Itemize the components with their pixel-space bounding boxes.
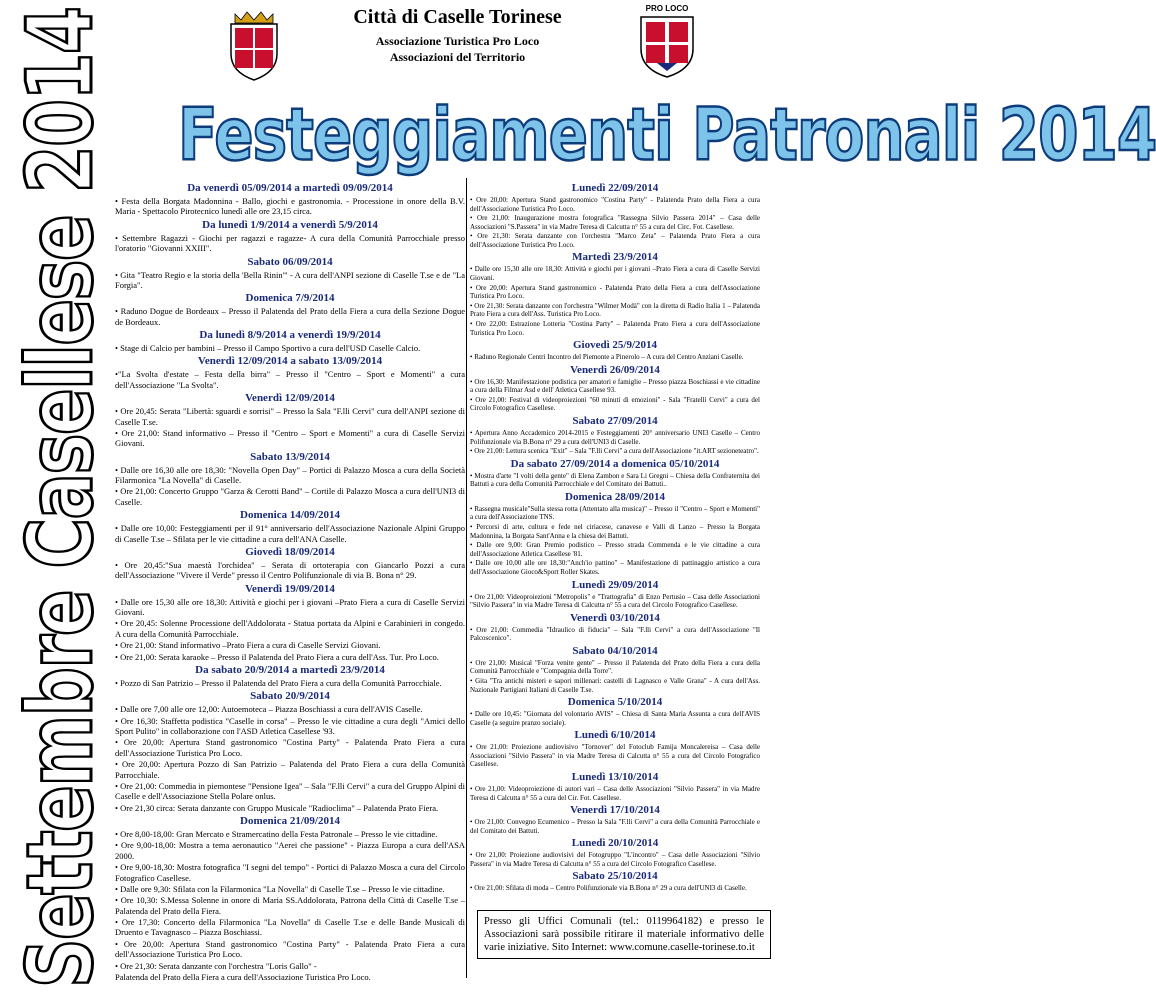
event-item: • Ore 21,00: Proiezione audiovisivi del Fotogruppo "L'incontro" – Casa delle Associazioni "Silvio Passera" in via Madre Teresa di Calcutta n° 55 a cura del Circolo Fotografico Casellese. — [470, 851, 760, 868]
event-item: • Dalle ore 15,30 alle ore 18,30: Attività e giochi per i giovani –Prato Fiera a cura di Caselle Servizi Giovani. — [470, 265, 760, 283]
event-item: • Settembre Ragazzi - Giochi per ragazzi e ragazze- A cura della Comunità Parrocchiale presso l'oratorio "Giovanni XXIII". — [115, 232, 465, 254]
event-item: • Pozzo di San Patrizio – Presso il Palatenda del Prato Fiera a cura della Comunità Parrocchiale. — [115, 677, 442, 688]
event-item: • Dalle ore 9,00: Gran Premio podistico – Presso strada Commenda e le vie cittadine a cura dell'Associazione Atletica Casellese '81. — [470, 541, 760, 558]
event-item: • Percorsi di arte, cultura e fede nel ciriacese, canavese e Valli di Lanzo – Presso la Borgata Madonnina, la Borgata Sant'Anna e la chiesa dei Battuti. — [470, 523, 760, 540]
event-item: • Ore 20,00: Apertura Stand gastronomico - Palatenda Prato della Fiera a cura dell'Associazione Turistica Pro Loco. — [470, 283, 760, 301]
event-item: • Ore 21,00: Inaugurazione mostra fotografica "Rassegna Silvio Passera 2014" – Casa delle Associazioni "S.Passera" in via Madre Teresa di Calcutta n° 55 a cura del Circ. Fot. Casellese. — [470, 214, 760, 231]
day-heading: Da sabato 27/09/2014 a domenica 05/10/2014 — [510, 457, 720, 470]
event-item: • Ore 21,00: Proiezione audiovisivo "Tornover" del Fotoclub Famija Moncalereisa – Casa delle Associazioni "Silvio Passera" in via Madre Teresa di Calcutta n° 55 a cura del Circolo Fotografico Casellese. — [470, 743, 760, 769]
event-item: • Ore 21,00: Videoproiezioni "Metropolis" e "Trattografia" di Enzo Pertusio – Casa delle Associazioni "Silvio Passera" in via Madre Teresa di Calcutta n° 55 a cura del Circolo Fotografico Casellese. — [470, 592, 760, 610]
event-item: • Ore 20,00: Apertura Pozzo di San Patrizio – Palatenda del Prato Fiera a cura della Comunità Parrocchiale. — [115, 759, 465, 780]
event-item: •"La Svolta d'estate – Festa della birra" – Presso il "Centro – Sport e Momenti" a cura dell'Associazione "La Svolta". — [115, 369, 465, 390]
event-item: • Ore 9,00-18,30: Mostra fotografica "I segni del tempo" - Portici di Palazzo Mosca a cura del Circolo Fotografico Casellese. — [115, 862, 465, 883]
event-item: • Ore 17,30: Concerto della Filarmonica "La Novella" di Caselle T.se e delle Bande Musicali di Druento e Tavagnasco – Piazza Boschiassi. — [115, 917, 465, 938]
event-item: • Ore 21,30 circa: Serata danzante con Gruppo Musicale "Radioclima" – Palatenda Prato Fiera. — [115, 802, 439, 813]
event-item: • Ore 21,00: Festival di videoproiezioni "60 minuti di emozioni" - Sala "Fratelli Cervi" a cura del Circolo Fotografico Casellese. — [470, 395, 760, 413]
event-item: • Ore 21,00: Sfilata di moda – Centro Polifunzionale via B.Bona n° 29 a cura dell'UNI3 di Caselle. — [470, 884, 747, 893]
day-heading: Giovedì 25/9/2014 — [572, 339, 658, 352]
event-item: • Apertura Anno Accademico 2014-2015 e Festeggiamenti 20° anniversario UNI3 Caselle – Centro Polifunzionale via B.Bona n° 29 a cura dell'UNI3 di Caselle. — [470, 428, 760, 446]
program-left-column — [115, 180, 465, 983]
proloco-logo — [635, 4, 699, 84]
event-item: • Dalle ore 10,45: "Giornata del volontario AVIS" – Chiesa di Santa Maria Assunta a cura dell'AVIS Caselle (a seguire pranzo sociale). — [470, 710, 760, 727]
day-heading: Sabato 20/9/2014 — [250, 690, 330, 703]
city-title: Città di Caselle Torinese — [353, 6, 562, 28]
event-item: • Ore 20,45: Solenne Processione dell'Addolorata - Statua portata da Alpini e Carabinieri in congedo. A cura della Comunità Parrocchiale. — [115, 618, 465, 639]
event-item: • Dalle ore 10,00 alle ore 18,30:"Anch'io pattino" – Manifestazione di pattinaggio artistico a cura dell'Associazione Gioco&Sport Roller Skates. — [470, 559, 760, 576]
day-heading: Sabato 06/09/2014 — [247, 255, 333, 268]
proloco-label: PRO LOCO — [645, 4, 689, 13]
day-heading: Venerdì 12/09/2014 a sabato 13/09/2014 — [197, 355, 383, 368]
day-heading: Sabato 27/09/2014 — [572, 414, 658, 427]
event-item: • Ore 21,00: Stand informativo –Prato Fiera a cura di Caselle Servizi Giovani. — [115, 640, 381, 651]
day-heading: Venerdì 12/09/2014 — [245, 392, 335, 405]
assoc-line-2: Associazioni del Territorio — [389, 50, 526, 64]
main-title: Festeggiamenti Patronali 2014 — [178, 92, 1156, 177]
day-heading: Lunedì 29/09/2014 — [571, 578, 659, 591]
event-item: • Ore 21,00: Stand informativo – Presso il "Centro – Sport e Momenti" a cura di Caselle Servizi Giovani. — [115, 427, 465, 449]
event-item: • Ore 20,00: Apertura Stand gastronomico "Costina Party" - Palatenda Prato Fiera a cura dell'Associazione Turistica Pro Loco. — [115, 938, 465, 960]
footer-info-box: Presso gli Uffici Comunali (tel.: 0119964182) e presso le Associazioni sarà possibile ritirare il materiale informativo delle varie iniziative. Sito Internet: www.comune.caselle-torinese.to.it — [477, 910, 771, 959]
program-right-column — [470, 180, 760, 894]
event-item: • Raduno Dogue de Bordeaux – Presso il Palatenda del Prato della Fiera a cura della Sezione Dogue de Bordeaux. — [115, 306, 465, 327]
column-divider — [466, 178, 467, 978]
event-item: • Stage di Calcio per bambini – Presso il Campo Sportivo a cura dell'USD Caselle Calcio. — [115, 343, 421, 353]
event-item: • Ore 20,45: Serata "Libertà: sguardi e sorrisi" – Presso la Sala "F.lli Cervi" cura dell'ANPI sezione di Caselle T.se. — [115, 406, 465, 427]
event-item: Palatenda del Prato della Fiera a cura dell'Associazione Turistica Pro Loco. — [115, 971, 371, 982]
day-heading: Lunedì 6/10/2014 — [574, 729, 656, 742]
event-item: • Ore 16,30: Manifestazione podistica per amatori e famiglie – Presso piazza Boschiassi e vie cittadine a cura della Filmar Asd e dell' Atletica Casellese 93. — [470, 377, 760, 395]
day-heading: Venerdì 03/10/2014 — [570, 611, 660, 624]
banner-text: Settembre Casellese 2014 — [8, 7, 113, 988]
day-heading: Sabato 25/10/2014 — [572, 870, 658, 883]
proloco-shield-icon — [637, 13, 697, 79]
event-item: • Ore 10,30: S.Messa Solenne in onore di Maria SS.Addolorata, Patrona della Città di Caselle T.se – Palatenda del Prato della Fiera. — [115, 895, 465, 916]
event-item: • Ore 22,00: Estrazione Lotteria "Costina Party" – Palatenda Prato Fiera a cura dell'Associazione Turistica Pro Loco. — [470, 319, 760, 337]
event-item: • Gita "Tra antichi misteri e sapori millenari: castelli di Lagnasco e Valle Grana" - A cura dell'Ass. Nazionale Partigiani Italiani di Caselle T.se. — [470, 676, 760, 694]
day-heading: Da lunedì 8/9/2014 a venerdì 19/9/2014 — [199, 329, 381, 341]
day-heading: Domenica 28/09/2014 — [565, 490, 665, 503]
day-heading: Domenica 5/10/2014 — [567, 696, 663, 709]
day-heading: Sabato 04/10/2014 — [572, 644, 658, 657]
event-item: • Rassegna musicale"Sulla stessa rotta (Attentato alla musica)" – Presso il "Centro – Sport e Momenti" a cura dell'Associazione TNS. — [470, 504, 760, 522]
event-item: • Mostra d'arte "I volti della gente" di Elena Zambon e Sara Li Gregni – Chiesa della Confraternita dei Battuti a cura della Comunità Parrocchiale e del Comitato dei Battuti.. — [470, 471, 760, 489]
day-heading: Domenica 21/09/2014 — [240, 815, 340, 827]
event-item: • Ore 21,30: Serata danzante con l'orchestra "Wilmer Modà" con la diretta di Radio Italia 1 – Palatenda Prato Fiera a cura dell'Ass. Turistica Pro Loco. — [470, 301, 760, 319]
event-item: • Ore 21,00: Musical "Forza venite gente" – Presso il Palatenda del Prato della Fiera a cura della Comunità Parrocchiale e "Compagnia della Torre". — [470, 658, 760, 676]
event-item: • Dalle ore 15,30 alle ore 18,30: Attività e giochi per i giovani –Prato Fiera a cura di Caselle Servizi Giovani. — [115, 596, 465, 617]
event-item: • Ore 8,00-18,00: Gran Mercato e Stramercatino della Festa Patronale – Presso le vie cittadine. — [115, 829, 438, 839]
event-item: • Ore 20,45:"Sua maestà l'orchidea" – Serata di ortoterapia con Giancarlo Pozzi a cura dell'Associazione "Vivere il Verde" presso il Centro Polifunzionale di via B. Bona n° 29. — [115, 559, 465, 581]
day-heading: Da lunedì 1/9/2014 a venerdì 5/9/2014 — [202, 218, 378, 231]
event-item: • Raduno Regionale Centri Incontro del Piemonte a Pinerolo – A cura del Centro Anziani Caselle. — [470, 353, 744, 362]
event-item: • Ore 21,00: Lettura scenica "Exit" – Sala "F.lli Cervi" a cura dell'Associazione "it.ART sezioneteatro". — [470, 447, 759, 456]
day-heading: Lunedì 20/10/2014 — [571, 837, 659, 850]
day-heading: Martedì 23/9/2014 — [572, 251, 658, 264]
day-heading: Venerdì 26/09/2014 — [570, 363, 660, 376]
day-heading: Venerdì 19/09/2014 — [245, 582, 335, 595]
event-item: • Ore 21,00: Commedia in piemontese "Pensione Igea" – Sala "F.lli Cervi" a cura del Gruppo Alpini di Caselle e dell'Associazione Stella Polare onlus. — [115, 780, 465, 802]
event-item: • Ore 9,00-18,00: Mostra a tema aeronautico "Aerei che passione" - Piazza Europa a cura dell'ASA 2000. — [115, 840, 465, 861]
event-item: • Ore 21,00: Serata karaoke – Presso il Palatenda del Prato Fiera a cura dell'Ass. Tur. Pro Loco. — [115, 651, 439, 662]
event-item: • Ore 20,00: Apertura Stand gastronomico "Costina Party" - Palatenda Prato della Fiera a cura dell'Associazione Turistica Pro Loco. — [470, 196, 760, 213]
event-item: • Ore 21,30: Serata danzante con l'orchestra "Loris Gallo" - — [115, 960, 317, 971]
event-item: • Dalle ore 7,00 alle ore 12,00: Autoemoteca – Piazza Boschiassi a cura dell'AVIS Caselle. — [115, 704, 423, 715]
event-item: • Ore 21,30: Serata danzante con l'orchestra "Marco Zeta" – Palatenda Prato Fiera a cura dell'Associazione Turistica Pro Loco. — [470, 232, 760, 249]
event-item: • Ore 21,00: Convegno Ecumenico – Presso la Sala "F.lli Cervi" a cura della Comunità Parrocchiale e del Comitato dei Battuti. — [470, 818, 760, 835]
day-heading: Sabato 13/9/2014 — [250, 450, 330, 463]
event-item: • Gita "Teatro Regio e la storia della 'Bella Rinin'" - A cura dell'ANPI sezione di Caselle T.se e de "La Forgia". — [115, 269, 465, 290]
day-heading: Domenica 7/9/2014 — [245, 292, 335, 305]
assoc-line-1: Associazione Turistica Pro Loco — [375, 34, 540, 48]
day-heading: Da venerdì 05/09/2014 a martedì 09/09/2014 — [187, 182, 393, 194]
event-item: • Festa della Borgata Madonnina - Ballo, giochi e gastronomia. - Processione in onore della B.V. Maria - Spettacolo Pirotecnico lunedì alle ore 23,15 circa. — [115, 196, 465, 217]
day-heading: Giovedì 18/09/2014 — [245, 545, 335, 558]
event-item: • Ore 21,00: Concerto Gruppo "Garza & Cerotti Band" – Cortile di Palazzo Mosca a cura dell'UNI3 di Caselle. — [115, 486, 465, 507]
day-heading: Domenica 14/09/2014 — [240, 509, 340, 522]
city-crest-left — [225, 10, 283, 82]
event-item: • Ore 20,00: Apertura Stand gastronomico "Costina Party" - Palatenda Prato Fiera a cura dell'Associazione Turistica Pro Loco. — [115, 737, 465, 758]
event-item: • Ore 21,00: Commedia "Idraulico di fiducia" – Sala "F.lli Cervi" a cura dell'Associazione "Il Palcoscenico". — [470, 625, 760, 643]
day-heading: Lunedì 22/09/2014 — [571, 182, 659, 194]
event-item: • Dalle ore 9,30: Sfilata con la Filarmonica "La Novella" di Caselle T.se – Presso le vie cittadine. — [115, 883, 445, 894]
day-heading: Venerdì 17/10/2014 — [570, 804, 660, 817]
day-heading: Da sabato 20/9/2014 a martedì 23/9/2014 — [195, 663, 385, 676]
event-item: • Ore 21,00: Videoproiezione di autori vari – Casa delle Associazioni "Silvio Passera" in via Madre Teresa di Calcutta n° 55 a cura del Cir. Fot. Casellese. — [470, 785, 760, 802]
event-item: • Dalle ore 16,30 alle ore 18,30: "Novella Open Day" – Portici di Palazzo Mosca a cura della Società Filarmonica "La Novella" di Caselle. — [115, 464, 465, 485]
day-heading: Lunedì 13/10/2014 — [571, 771, 659, 784]
vertical-banner — [0, 0, 112, 994]
event-item: • Dalle ore 10,00: Festeggiamenti per il 91° anniversario dell'Associazione Nazionale Alpini Gruppo di Caselle T.se – Sfilata per le vie cittadine a cura dell'ANA Caselle. — [115, 523, 465, 544]
event-item: • Ore 16,30: Staffetta podistica "Caselle in corsa" – Presso le vie cittadine a cura degli "Amici dello Sport Pulito" in collaborazione con l'ASD Atletica Casellese '93. — [115, 715, 465, 736]
